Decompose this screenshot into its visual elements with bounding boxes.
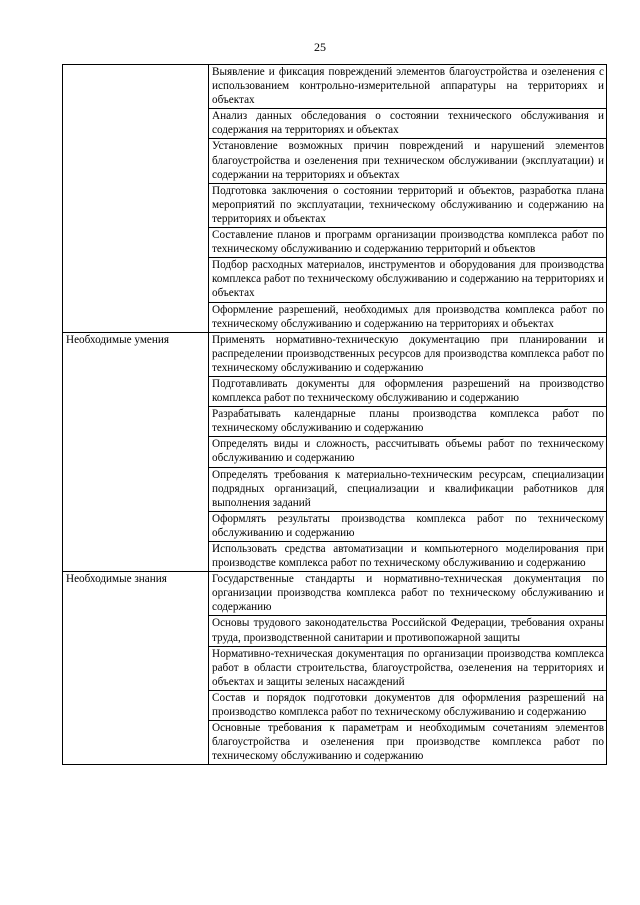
table-body: [63, 65, 607, 765]
table-cell-text: Оформление разрешений, необходимых для производства комплекса работ по техническому обслуживанию и содержанию на территориях и объектах: [209, 302, 607, 332]
table-cell-text: Определять требования к материально-техническим ресурсам, специализации подрядных организаций, специализации и квалификации работников для выполнения заданий: [209, 467, 607, 511]
table-row: [63, 65, 607, 109]
table-cell-text: Нормативно-техническая документация по организации производства комплекса работ в области строительства, благоустройства, озеленения на территориях и объектах и защиты зеленых насаждений: [209, 646, 607, 690]
table-cell-text: Установление возможных причин повреждений и нарушений элементов благоустройства и озеленения при техническом обслуживании (эксплуатации) и содержании на территориях и объектах: [209, 139, 607, 183]
table-cell-text: Состав и порядок подготовки документов для оформления разрешений на производство комплекса работ по техническому обслуживанию и содержанию: [209, 690, 607, 720]
table-cell-text: Анализ данных обследования о состоянии технического обслуживания и содержания на территориях и объектах: [209, 109, 607, 139]
table-cell-text: Оформлять результаты производства комплекса работ по техническому обслуживанию и содержанию: [209, 511, 607, 541]
table-cell-text: Подготавливать документы для оформления разрешений на производство комплекса работ по техническому обслуживанию и содержанию: [209, 376, 607, 406]
table-cell-text: Определять виды и сложность, рассчитывать объемы работ по техническому обслуживанию и содержанию: [209, 437, 607, 467]
row-group-label: Необходимые знания: [63, 572, 209, 765]
table-cell-text: Основы трудового законодательства Российской Федерации, требования охраны труда, производственной санитарии и противопожарной защиты: [209, 616, 607, 646]
table-cell-text: Применять нормативно-техническую документацию при планировании и распределении производственных ресурсов для производства комплекса работ по техническому обслуживанию и содержанию: [209, 332, 607, 376]
table-cell-text: Выявление и фиксация повреждений элементов благоустройства и озеленения с использованием контрольно-измерительной аппаратуры на территориях и объектах: [209, 65, 607, 109]
table-cell-text: Использовать средства автоматизации и компьютерного моделирования при производстве комплекса работ по техническому обслуживанию и содержанию: [209, 542, 607, 572]
table-cell-text: Разрабатывать календарные планы производства комплекса работ по техническому обслуживанию и содержанию: [209, 407, 607, 437]
row-group-label: Необходимые умения: [63, 332, 209, 572]
page-number: 25: [314, 40, 326, 54]
table-cell-text: Государственные стандарты и нормативно-техническая документация по организации производства комплекса работ по техническому обслуживанию и содержанию: [209, 572, 607, 616]
table-row: [63, 332, 607, 376]
table-cell-text: Составление планов и программ организации производства комплекса работ по техническому обслуживанию и содержанию территорий и объектов: [209, 228, 607, 258]
table-cell-text: Основные требования к параметрам и необходимым сочетаниям элементов благоустройства и озеленения при производстве комплекса работ по техническому обслуживанию и содержанию: [209, 721, 607, 765]
functions-table: [62, 64, 607, 765]
row-group-label: [63, 65, 209, 333]
table-cell-text: Подготовка заключения о состоянии территорий и объектов, разработка плана мероприятий по эксплуатации, техническому обслуживанию и содержанию на территориях и объектах: [209, 183, 607, 227]
table-row: [63, 572, 607, 616]
table-cell-text: Подбор расходных материалов, инструментов и оборудования для производства комплекса работ по техническому обслуживанию и содержанию на территориях и объектах: [209, 258, 607, 302]
